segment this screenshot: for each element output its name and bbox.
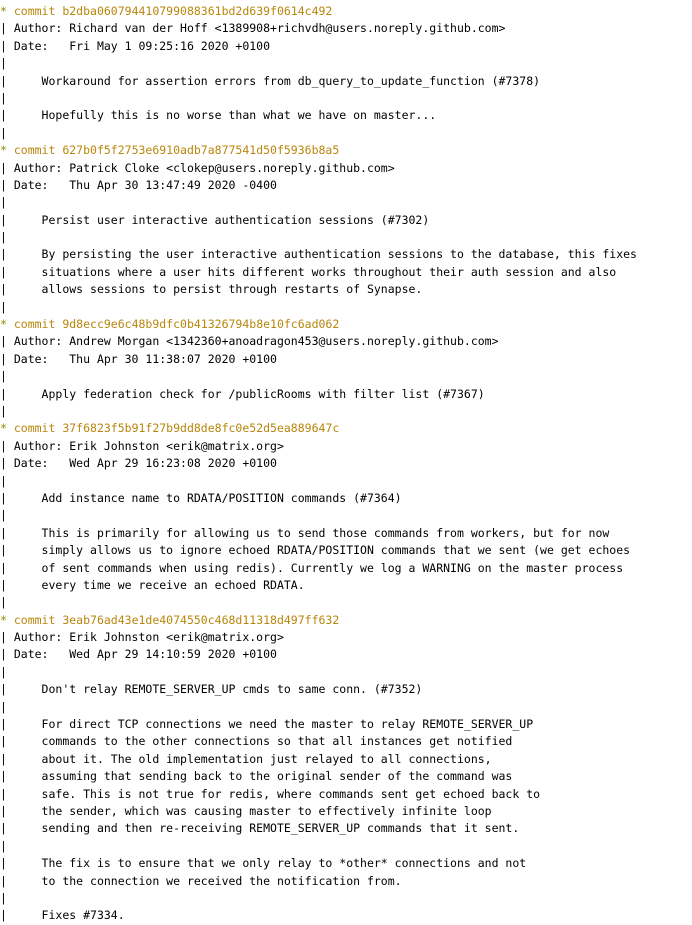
log-line — [0, 646, 692, 663]
log-line-text: Add instance name to RDATA/POSITION commands (#7364) — [13, 490, 402, 505]
log-line — [0, 194, 692, 211]
log-line — [0, 125, 692, 142]
log-line-text: Date: Thu Apr 30 11:38:07 2020 +0100 — [13, 351, 277, 366]
log-line — [0, 681, 692, 698]
graph-pipe-marker: | — [0, 456, 14, 471]
graph-pipe-marker: | — [0, 334, 14, 349]
log-line — [0, 716, 692, 733]
graph-pipe-marker: | — [0, 908, 14, 923]
log-line — [0, 438, 692, 455]
log-line — [0, 733, 692, 750]
log-line-text: Date: Thu Apr 30 13:47:49 2020 -0400 — [13, 177, 277, 192]
commit-sha: 627b0f5f2753e6910adb7a877541d50f5936b8a5 — [62, 143, 340, 158]
log-line — [0, 577, 692, 594]
log-line-text: of sent commands when using redis). Currently we log a WARNING on the master process — [13, 560, 624, 575]
log-line — [0, 629, 692, 646]
log-line — [0, 907, 692, 924]
log-line — [0, 403, 692, 420]
log-line — [0, 73, 692, 90]
log-line — [0, 386, 692, 403]
graph-node-marker: * — [0, 143, 14, 158]
log-line — [0, 751, 692, 768]
log-line-text: situations where a user hits different works throughout their auth session and also — [13, 264, 617, 279]
log-line — [0, 368, 692, 385]
log-line — [0, 890, 692, 907]
graph-pipe-marker: | — [0, 664, 14, 679]
graph-pipe-marker: | — [0, 177, 14, 192]
log-line-text: Author: Andrew Morgan <1342360+anoadragon453@users.noreply.github.com> — [13, 334, 499, 349]
graph-pipe-marker: | — [0, 299, 14, 314]
graph-pipe-marker: | — [0, 630, 14, 645]
commit-keyword: commit — [13, 317, 63, 332]
commit-header-line — [0, 3, 692, 20]
graph-pipe-marker: | — [0, 525, 14, 540]
log-line — [0, 55, 692, 72]
graph-pipe-marker: | — [0, 90, 14, 105]
log-line — [0, 299, 692, 316]
commit-sha: 37f6823f5b91f27b9dd8de8fc0e52d5ea889647c — [62, 421, 340, 436]
log-line — [0, 177, 692, 194]
graph-pipe-marker: | — [0, 230, 14, 245]
log-line-text: simply allows us to ignore echoed RDATA/POSITION commands that we sent (we get echoes — [13, 543, 631, 558]
commit-keyword: commit — [13, 421, 63, 436]
commit-keyword: commit — [13, 612, 63, 627]
graph-node-marker: * — [0, 612, 14, 627]
graph-pipe-marker: | — [0, 212, 14, 227]
log-line-text: about it. The old implementation just relayed to all connections, — [13, 751, 492, 766]
log-line — [0, 525, 692, 542]
graph-pipe-marker: | — [0, 769, 14, 784]
log-line — [0, 38, 692, 55]
log-line-text: Workaround for assertion errors from db_query_to_update_function (#7378) — [13, 73, 541, 88]
graph-pipe-marker: | — [0, 160, 14, 175]
log-line-text: every time we receive an echoed RDATA. — [13, 577, 305, 592]
log-line-text: to the connection we received the notification from. — [13, 873, 402, 888]
log-line — [0, 507, 692, 524]
log-line — [0, 107, 692, 124]
log-line-text: Date: Fri May 1 09:25:16 2020 +0100 — [13, 38, 271, 53]
commit-sha: b2dba060794410799088361bd2d639f0614c492 — [62, 4, 333, 18]
commit-header-line — [0, 420, 692, 437]
graph-pipe-marker: | — [0, 577, 14, 592]
log-line-text: safe. This is not true for redis, where commands sent get echoed back to — [13, 786, 541, 801]
commit-keyword: commit — [13, 4, 63, 18]
graph-pipe-marker: | — [0, 734, 14, 749]
log-line-text: The fix is to ensure that we only relay to *other* connections and not — [13, 856, 527, 871]
graph-pipe-marker: | — [0, 560, 14, 575]
graph-pipe-marker: | — [0, 38, 14, 53]
log-line — [0, 281, 692, 298]
log-line — [0, 542, 692, 559]
graph-pipe-marker: | — [0, 247, 14, 262]
log-line — [0, 490, 692, 507]
log-line — [0, 160, 692, 177]
graph-pipe-marker: | — [0, 786, 14, 801]
graph-pipe-marker: | — [0, 108, 14, 123]
graph-pipe-marker: | — [0, 438, 14, 453]
log-line-text: assuming that sending back to the original sender of the command was — [13, 769, 513, 784]
graph-pipe-marker: | — [0, 56, 14, 71]
log-line — [0, 351, 692, 368]
log-line — [0, 20, 692, 37]
log-line-text: the sender, which was causing master to effectively infinite loop — [13, 803, 492, 818]
graph-pipe-marker: | — [0, 699, 14, 714]
graph-pipe-marker: | — [0, 403, 14, 418]
graph-pipe-marker: | — [0, 682, 14, 697]
log-line-text: This is primarily for allowing us to send those commands from workers, but for now — [13, 525, 610, 540]
log-line-text: For direct TCP connections we need the master to relay REMOTE_SERVER_UP — [13, 717, 534, 732]
log-line — [0, 229, 692, 246]
log-line — [0, 90, 692, 107]
graph-pipe-marker: | — [0, 73, 14, 88]
commit-sha: 3eab76ad43e1de4074550c468d11318d497ff632 — [62, 612, 340, 627]
log-line-text: sending and then re-receiving REMOTE_SERVER_UP commands that it sent. — [13, 821, 520, 836]
log-line — [0, 333, 692, 350]
graph-pipe-marker: | — [0, 543, 14, 558]
graph-pipe-marker: | — [0, 369, 14, 384]
log-line-text: Author: Patrick Cloke <clokep@users.noreply.github.com> — [13, 160, 395, 175]
log-line — [0, 820, 692, 837]
graph-pipe-marker: | — [0, 21, 14, 36]
graph-node-marker: * — [0, 4, 14, 18]
graph-pipe-marker: | — [0, 386, 14, 401]
log-line — [0, 594, 692, 611]
log-line-text: Author: Erik Johnston <erik@matrix.org> — [13, 438, 284, 453]
log-line-text: Don't relay REMOTE_SERVER_UP cmds to same conn. (#7352) — [13, 682, 423, 697]
graph-pipe-marker: | — [0, 821, 14, 836]
log-line-text: commands to the other connections so that all instances get notified — [13, 734, 513, 749]
log-line — [0, 560, 692, 577]
graph-pipe-marker: | — [0, 264, 14, 279]
commit-header-line — [0, 142, 692, 159]
log-line-text: Hopefully this is no worse than what we have on master... — [13, 108, 437, 123]
graph-pipe-marker: | — [0, 717, 14, 732]
log-line — [0, 855, 692, 872]
log-line-text: Author: Erik Johnston <erik@matrix.org> — [13, 630, 284, 645]
graph-pipe-marker: | — [0, 803, 14, 818]
commit-sha: 9d8ecc9e6c48b9dfc0b41326794b8e10fc6ad062 — [62, 317, 340, 332]
log-line — [0, 873, 692, 890]
graph-pipe-marker: | — [0, 647, 14, 662]
log-line-text: Persist user interactive authentication sessions (#7302) — [13, 212, 430, 227]
graph-pipe-marker: | — [0, 751, 14, 766]
log-line — [0, 699, 692, 716]
log-line — [0, 246, 692, 263]
log-line — [0, 768, 692, 785]
log-line — [0, 838, 692, 855]
log-line — [0, 664, 692, 681]
graph-node-marker: * — [0, 317, 14, 332]
commit-keyword: commit — [13, 143, 63, 158]
graph-pipe-marker: | — [0, 473, 14, 488]
log-line — [0, 212, 692, 229]
graph-pipe-marker: | — [0, 838, 14, 853]
graph-pipe-marker: | — [0, 125, 14, 140]
graph-pipe-marker: | — [0, 282, 14, 297]
graph-pipe-marker: | — [0, 873, 14, 888]
commit-header-line — [0, 316, 692, 333]
graph-pipe-marker: | — [0, 195, 14, 210]
graph-pipe-marker: | — [0, 508, 14, 523]
log-line — [0, 264, 692, 281]
log-line — [0, 473, 692, 490]
graph-node-marker: * — [0, 421, 14, 436]
log-line-text: By persisting the user interactive authentication sessions to the database, this fixes — [13, 247, 637, 262]
log-line-text: Date: Wed Apr 29 16:23:08 2020 +0100 — [13, 456, 277, 471]
log-line-text: Fixes #7334. — [13, 908, 125, 923]
graph-pipe-marker: | — [0, 890, 14, 905]
log-line — [0, 455, 692, 472]
graph-pipe-marker: | — [0, 490, 14, 505]
log-line-text: allows sessions to persist through restarts of Synapse. — [13, 282, 423, 297]
graph-pipe-marker: | — [0, 351, 14, 366]
commit-header-line — [0, 612, 692, 629]
log-line-text: Date: Wed Apr 29 14:10:59 2020 +0100 — [13, 647, 277, 662]
log-line-text: Apply federation check for /publicRooms with filter list (#7367) — [13, 386, 485, 401]
graph-pipe-marker: | — [0, 595, 14, 610]
log-line — [0, 786, 692, 803]
log-line — [0, 803, 692, 820]
graph-pipe-marker: | — [0, 856, 14, 871]
log-line-text: Author: Richard van der Hoff <1389908+richvdh@users.noreply.github.com> — [13, 21, 506, 36]
